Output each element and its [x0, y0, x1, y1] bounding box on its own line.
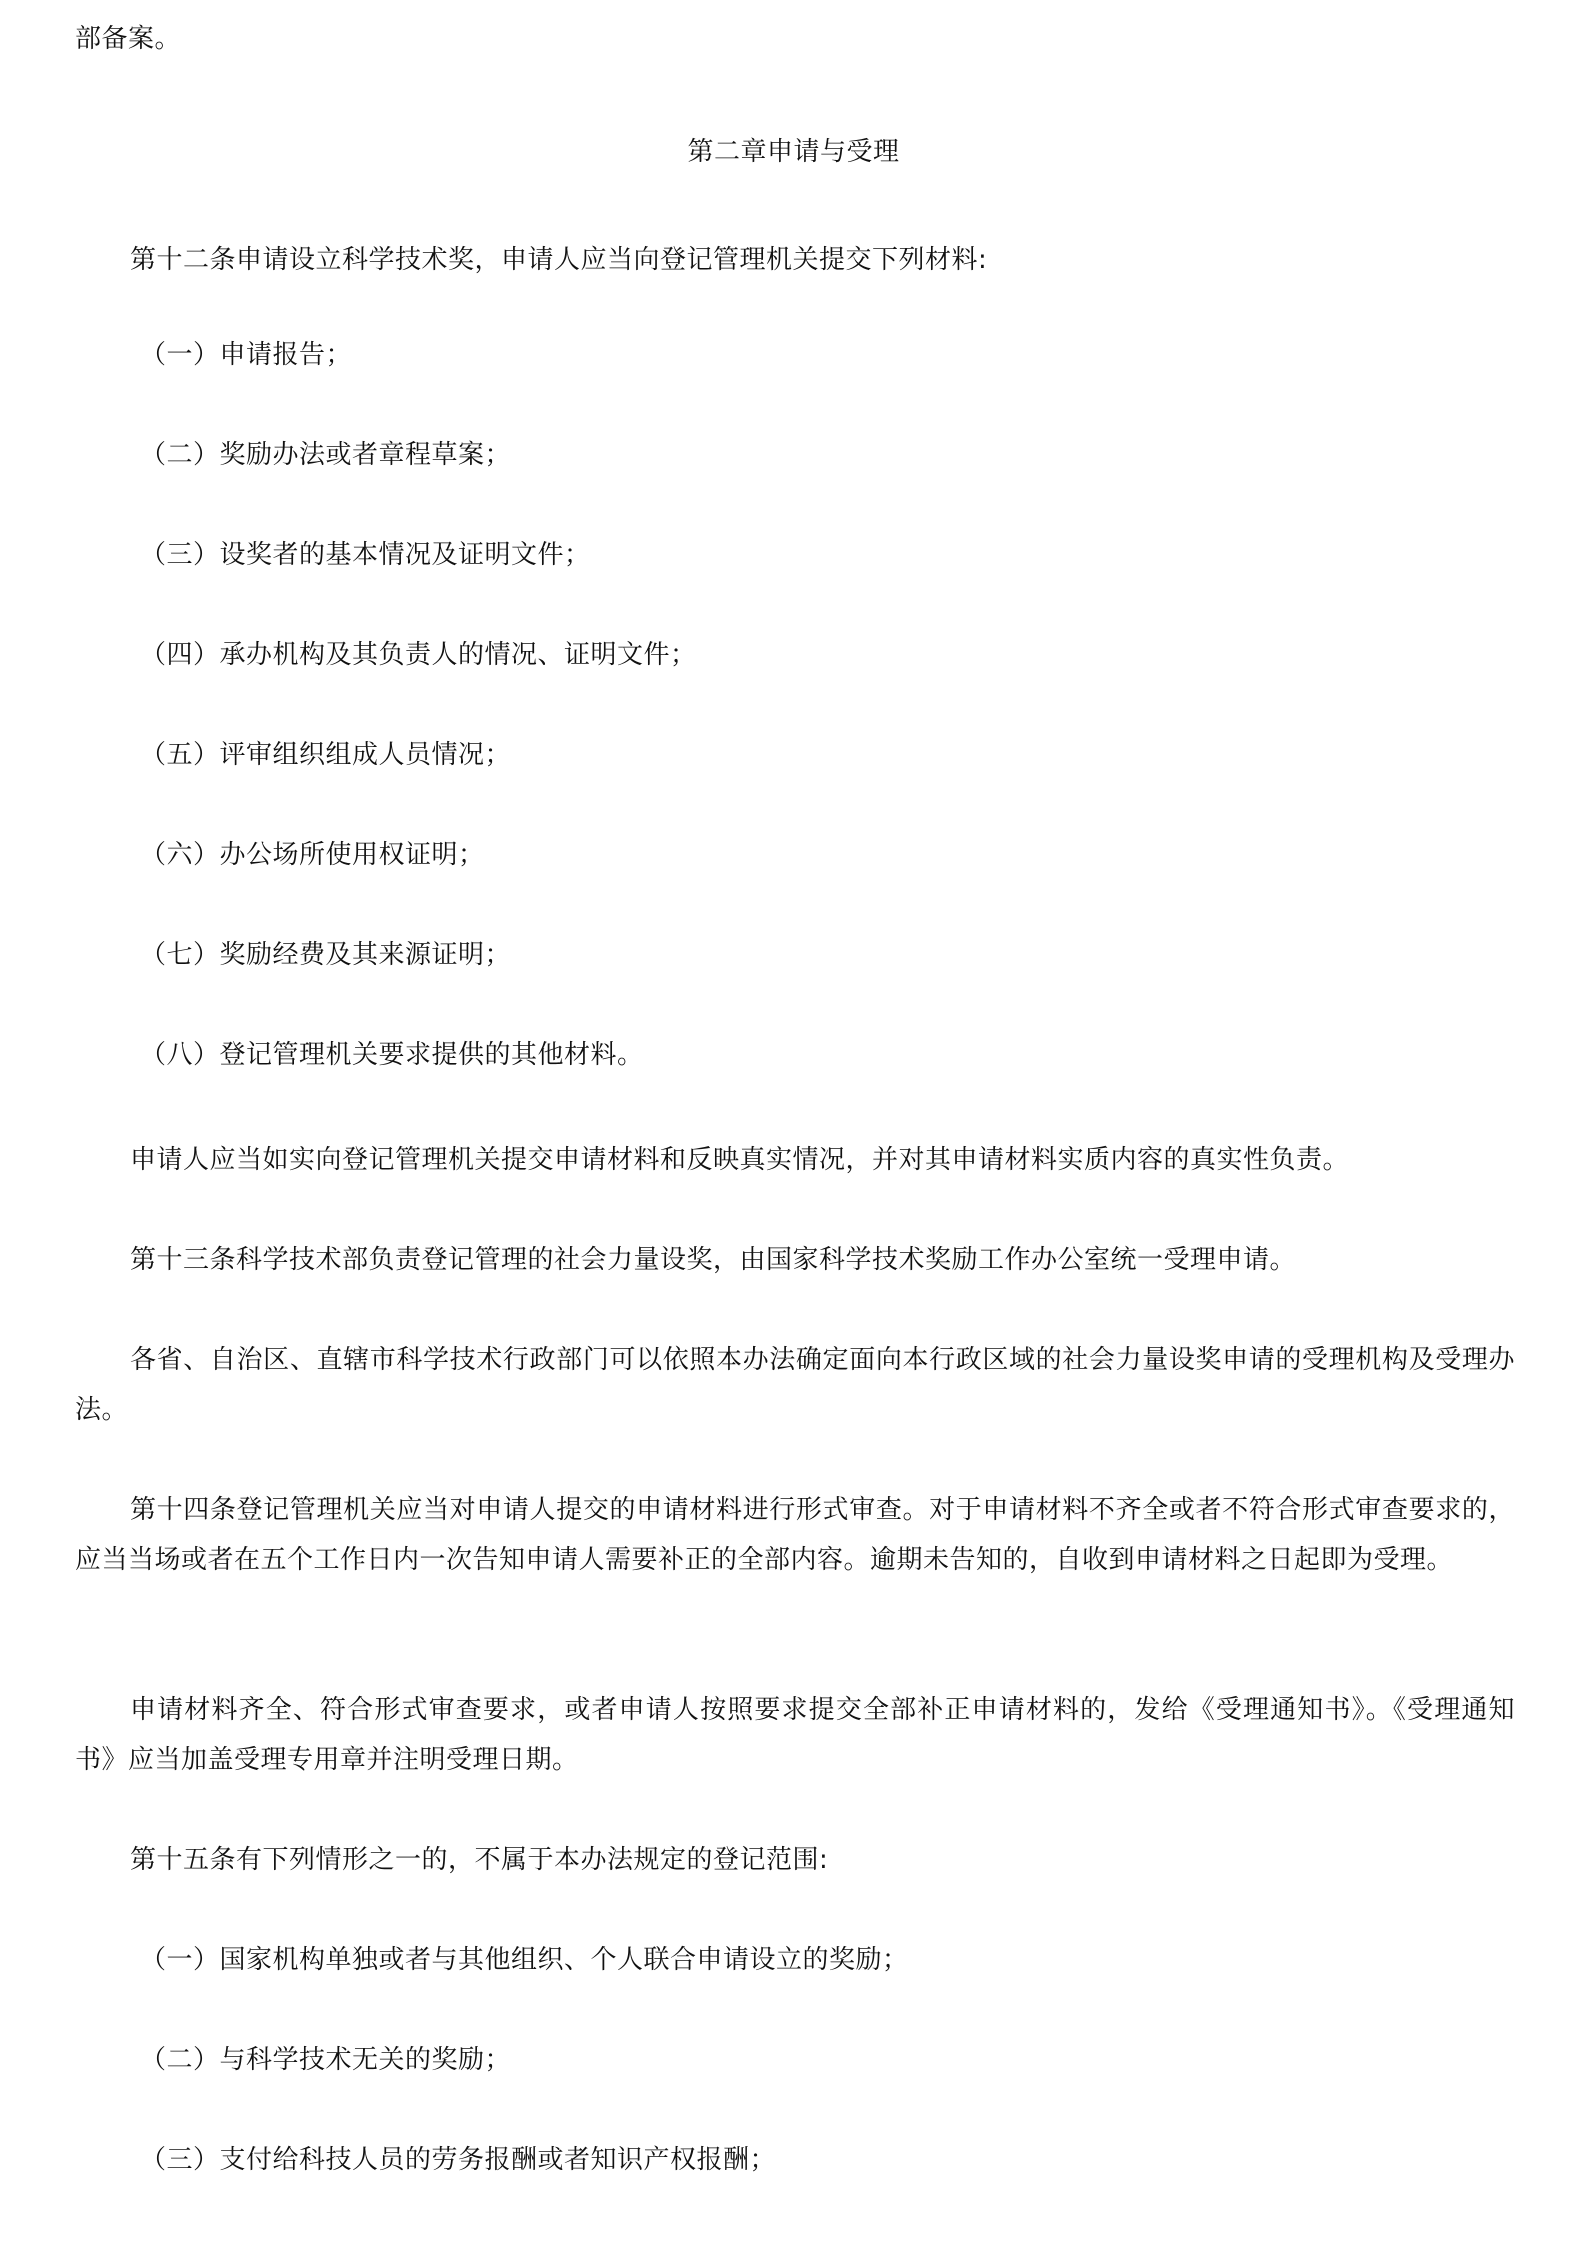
article-13-paragraph-2: 各省、自治区、直辖市科学技术行政部门可以依照本办法确定面向本行政区域的社会力量设奖申请的受理机构及受理办法。: [75, 1345, 1515, 1425]
article-12-intro: 第十二条申请设立科学技术奖，申请人应当向登记管理机关提交下列材料:: [130, 245, 988, 275]
article-14-paragraph-1: 第十四条登记管理机关应当对申请人提交的申请材料进行形式审查。对于申请材料不齐全或者不符合形式审查要求的，应当当场或者在五个工作日内一次告知申请人需要补正的全部内容。逾期未告知的，自收到申请材料之日起即为受理。: [75, 1495, 1515, 1575]
article-12-item: （二）奖励办法或者章程草案；: [140, 440, 512, 470]
article-15-item: （一）国家机构单独或者与其他组织、个人联合申请设立的奖励；: [140, 1945, 909, 1975]
chapter-title: 第二章申请与受理: [687, 137, 900, 167]
article-12-item: （八）登记管理机关要求提供的其他材料。: [140, 1040, 644, 1070]
article-15-intro: 第十五条有下列情形之一的，不属于本办法规定的登记范围:: [130, 1845, 829, 1875]
article-12-item: （四）承办机构及其负责人的情况、证明文件；: [140, 640, 697, 670]
article-14-paragraph-2: 申请材料齐全、符合形式审查要求，或者申请人按照要求提交全部补正申请材料的，发给《受理通知书》。《受理通知书》应当加盖受理专用章并注明受理日期。: [75, 1695, 1515, 1775]
article-15-item: （二）与科学技术无关的奖励；: [140, 2045, 512, 2075]
article-12-item: （三）设奖者的基本情况及证明文件；: [140, 540, 591, 570]
article-12-item: （一）申请报告；: [140, 340, 353, 370]
continuation-text: 部备案。: [75, 24, 182, 54]
article-13-paragraph-1: 第十三条科学技术部负责登记管理的社会力量设奖，由国家科学技术奖励工作办公室统一受理申请。: [130, 1245, 1297, 1275]
article-12-item: （五）评审组织组成人员情况；: [140, 740, 512, 770]
article-12-item: （六）办公场所使用权证明；: [140, 840, 485, 870]
article-15-item: （三）支付给科技人员的劳务报酬或者知识产权报酬；: [140, 2145, 777, 2175]
article-12-item: （七）奖励经费及其来源证明；: [140, 940, 512, 970]
article-12-closing: 申请人应当如实向登记管理机关提交申请材料和反映真实情况，并对其申请材料实质内容的真实性负责。: [130, 1145, 1350, 1175]
